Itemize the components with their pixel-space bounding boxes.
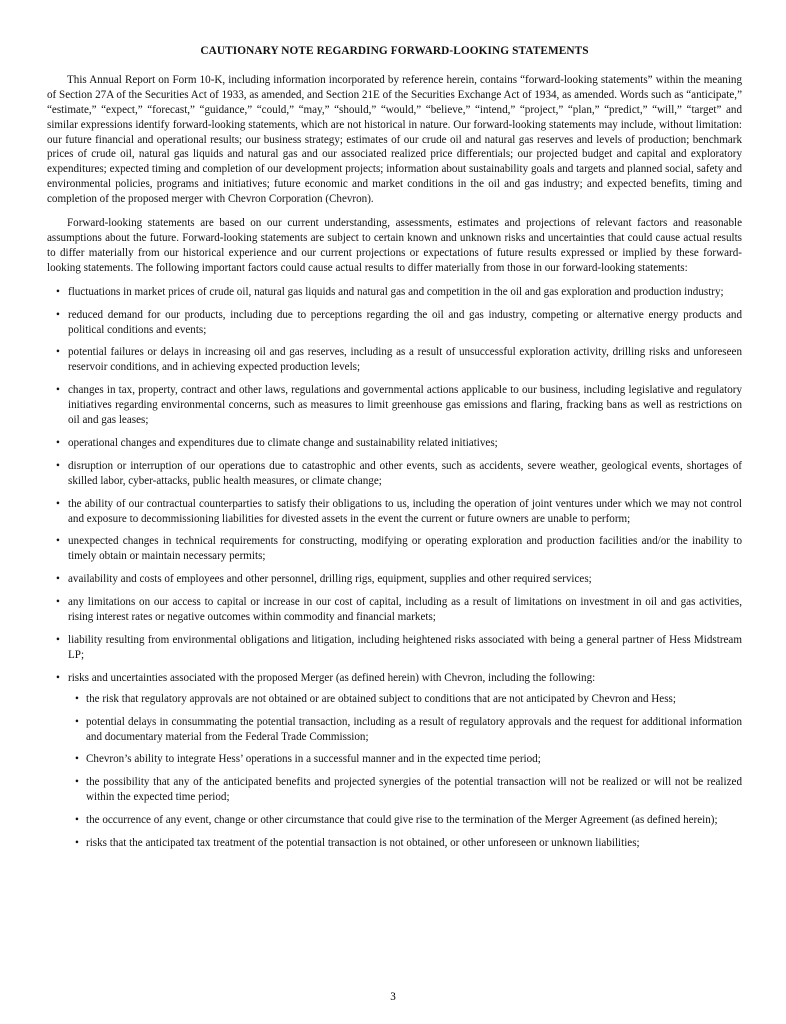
risk-factor-list <box>47 285 742 851</box>
merger-risk-subitem: • potential delays in consummating the potential transaction, including as a result of regulatory approvals and the request for additional information and documentary material from the Federal Trade Commission; <box>68 715 742 745</box>
risk-factor-item: • fluctuations in market prices of crude oil, natural gas liquids and natural gas and competition in the oil and gas exploration and production industry; <box>47 285 742 300</box>
page-number: 3 <box>390 991 396 1003</box>
risk-factor-item: • potential failures or delays in increasing oil and gas reserves, including as a result of unsuccessful exploration activity, drilling risks and unforeseen reservoir conditions, and in achieving expected production levels; <box>47 345 742 375</box>
risk-factor-item: • the ability of our contractual counterparties to satisfy their obligations to us, including the operation of joint ventures under which we may not control and exposure to decommissioning liabilities for divested assets in the event the current or future owners are unable to perform; <box>47 497 742 527</box>
merger-risk-subitem: • the risk that regulatory approvals are not obtained or are obtained subject to conditions that are not anticipated by Chevron and Hess; <box>68 692 742 707</box>
merger-risk-subitem: • risks that the anticipated tax treatment of the potential transaction is not obtained, or other unforeseen or unknown liabilities; <box>68 836 742 851</box>
intro-paragraph: This Annual Report on Form 10-K, including information incorporated by reference herein, contains “forward-looking statements” within the meaning of Section 27A of the Securities Act of 1933, as amended, and Section 21E of the Securities Exchange Act of 1934, as amended. Words such as “anticipate,” “estimate,” “expect,” “forecast,” “guidance,” “could,” “may,” “should,” “would,” “believe,” “intend,” “project,” “plan,” “predict,” “will,” “target” and similar expressions identify forward-looking statements, which are not historical in nature. Our forward-looking statements may include, without limitation: our future financial and operational results; our business strategy; estimates of our crude oil and natural gas reserves and levels of production; benchmark prices of crude oil, natural gas liquids and natural gas and our associated realized price differentials; our projected budget and capital and exploratory expenditures; expected timing and completion of our development projects; information about sustainability goals and targets and planned social, safety and environmental policies, programs and initiatives; future economic and market conditions in the oil and gas industry; and expected benefits, timing and completion of the proposed merger with Chevron Corporation (Chevron). <box>47 73 742 206</box>
merger-risk-subitem: • the possibility that any of the anticipated benefits and projected synergies of the potential transaction will not be realized or will not be realized within the expected time period; <box>68 775 742 805</box>
risk-factor-item: • changes in tax, property, contract and other laws, regulations and governmental actions applicable to our business, including legislative and regulatory initiatives regarding environmental concerns, such as measures to limit greenhouse gas emissions and flaring, fracking bans as well as restrictions on oil and gas leases; <box>47 383 742 428</box>
section-title: CAUTIONARY NOTE REGARDING FORWARD-LOOKING STATEMENTS <box>200 45 589 57</box>
risk-factor-item: • disruption or interruption of our operations due to catastrophic and other events, such as accidents, severe weather, geological events, shortages of skilled labor, cyber-attacks, public health measures, or climate change; <box>47 459 742 489</box>
merger-risk-subitem: • the occurrence of any event, change or other circumstance that could give rise to the termination of the Merger Agreement (as defined herein); <box>68 813 742 828</box>
merger-risk-sublist <box>68 692 742 851</box>
merger-risk-item <box>47 671 742 851</box>
risk-factor-item: • operational changes and expenditures due to climate change and sustainability related initiatives; <box>47 436 742 451</box>
risk-factor-item: • any limitations on our access to capital or increase in our cost of capital, including as a result of limitations on investment in oil and gas activities, rising interest rates or negative outcomes within commodity and financial markets; <box>47 595 742 625</box>
risk-factor-item: • availability and costs of employees and other personnel, drilling rigs, equipment, supplies and other required services; <box>47 572 742 587</box>
risk-factor-item: • reduced demand for our products, including due to perceptions regarding the oil and gas industry, competing or alternative energy products and political conditions and events; <box>47 308 742 338</box>
merger-risk-label: risks and uncertainties associated with the proposed Merger (as defined herein) with Chevron, including the following: <box>68 671 596 684</box>
risk-factor-item: • unexpected changes in technical requirements for constructing, modifying or operating exploration and production facilities and/or the inability to timely obtain or maintain necessary permits; <box>47 534 742 564</box>
risk-factor-item: • liability resulting from environmental obligations and litigation, including heightened risks associated with being a general partner of Hess Midstream LP; <box>47 633 742 663</box>
factors-paragraph: Forward-looking statements are based on our current understanding, assessments, estimates and projections of relevant factors and reasonable assumptions about the future. Forward-looking statements are subject to certain known and unknown risks and uncertainties that could cause actual results to differ materially from our historical experience and our current projections or expectations of future results expressed or implied by these forward-looking statements. The following important factors could cause actual results to differ materially from those in our forward-looking statements: <box>47 217 742 274</box>
merger-risk-subitem: • Chevron’s ability to integrate Hess’ operations in a successful manner and in the expected time period; <box>68 752 742 767</box>
